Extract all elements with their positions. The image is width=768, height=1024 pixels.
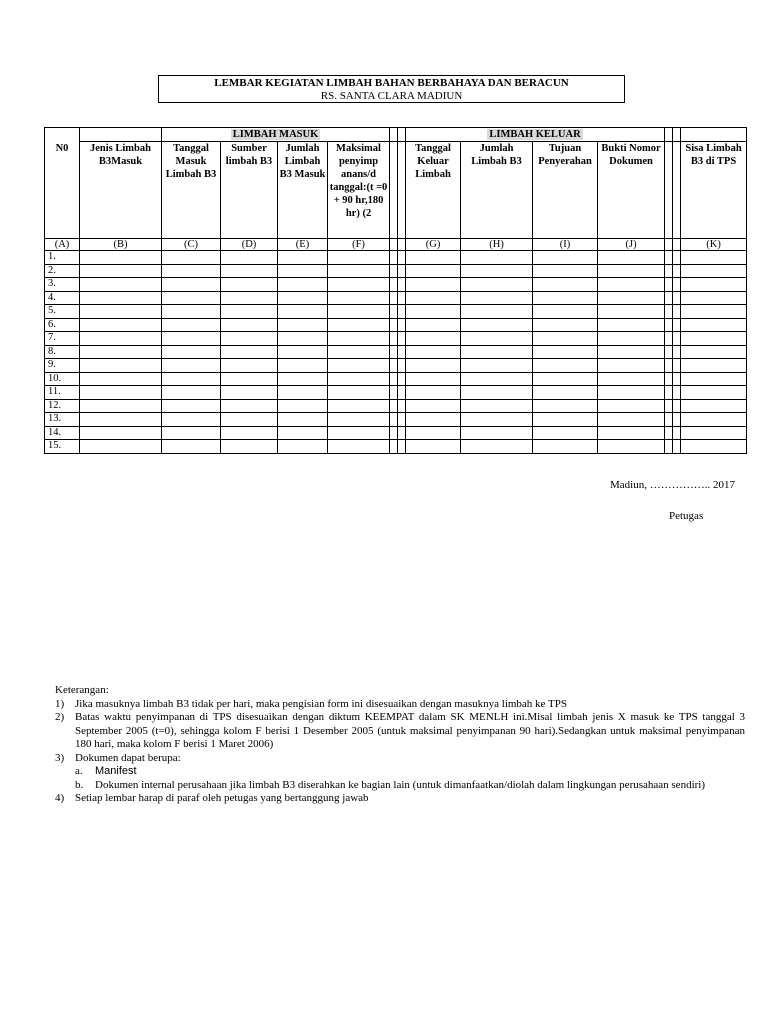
table-cell <box>80 264 162 278</box>
waste-log-table <box>44 127 747 454</box>
group-header-row <box>45 128 747 142</box>
table-cell <box>221 426 278 440</box>
table-cell <box>681 318 747 332</box>
table-cell <box>533 251 598 265</box>
table-cell <box>461 413 533 427</box>
table-cell <box>278 278 328 292</box>
table-cell <box>533 440 598 454</box>
table-cell <box>328 264 390 278</box>
table-row <box>45 413 747 427</box>
table-cell <box>390 318 398 332</box>
table-cell <box>598 413 665 427</box>
table-cell <box>328 278 390 292</box>
table-cell <box>406 426 461 440</box>
table-cell <box>398 264 406 278</box>
table-cell <box>398 386 406 400</box>
signature-place-date: Madiun, …………….. 2017 <box>610 479 735 491</box>
row-number: 13. <box>45 413 80 427</box>
table-cell <box>461 372 533 386</box>
table-cell <box>665 264 673 278</box>
table-cell <box>398 413 406 427</box>
table-cell <box>278 399 328 413</box>
table-cell <box>461 386 533 400</box>
table-cell <box>533 386 598 400</box>
table-cell <box>406 318 461 332</box>
table-cell <box>221 372 278 386</box>
table-cell <box>681 386 747 400</box>
table-cell <box>398 332 406 346</box>
table-cell <box>390 332 398 346</box>
table-cell <box>681 399 747 413</box>
table-cell <box>533 291 598 305</box>
table-cell <box>681 345 747 359</box>
table-cell <box>221 345 278 359</box>
table-cell <box>221 399 278 413</box>
notes-section <box>55 684 745 806</box>
row-number: 10. <box>45 372 80 386</box>
table-cell <box>398 305 406 319</box>
header-bukti-dokumen: Bukti Nomor Dokumen <box>598 142 665 239</box>
table-cell <box>162 399 221 413</box>
table-cell <box>221 264 278 278</box>
table-cell <box>80 413 162 427</box>
table-cell <box>162 305 221 319</box>
table-row <box>45 372 747 386</box>
row-number: 2. <box>45 264 80 278</box>
table-cell <box>598 332 665 346</box>
table-cell <box>598 318 665 332</box>
table-cell <box>673 413 681 427</box>
table-cell <box>221 318 278 332</box>
table-cell <box>390 264 398 278</box>
table-cell <box>533 359 598 373</box>
table-cell <box>80 440 162 454</box>
table-cell <box>390 305 398 319</box>
table-cell <box>533 332 598 346</box>
header-tanggal-keluar: Tanggal Keluar Limbah <box>406 142 461 239</box>
signature-role: Petugas <box>669 510 704 522</box>
table-cell <box>681 359 747 373</box>
table-cell <box>461 426 533 440</box>
letter-h: (H) <box>461 239 533 251</box>
table-cell <box>221 278 278 292</box>
table-row <box>45 399 747 413</box>
table-cell <box>598 426 665 440</box>
table-cell <box>278 264 328 278</box>
table-cell <box>162 359 221 373</box>
note-item: 2) Batas waktu penyimpanan di TPS disesuaikan dengan diktum KEEMPAT dalam SK MENLH ini.Misal limbah jenis X masuk ke TPS tanggal 3 September 2005 (t=0), sehingga kolom F berisi 1 Desember 2005 (untuk maksimal penyimpanan 90 hari).Sedangkan untuk maksimal penyimpanan 180 hari, maka kolom F berisi 1 Maret 2006) <box>55 711 745 750</box>
table-cell <box>406 291 461 305</box>
table-row <box>45 264 747 278</box>
table-cell <box>461 251 533 265</box>
table-cell <box>665 305 673 319</box>
table-row <box>45 359 747 373</box>
table-cell <box>673 278 681 292</box>
table-cell <box>390 278 398 292</box>
table-cell <box>162 318 221 332</box>
table-cell <box>681 426 747 440</box>
table-cell <box>80 372 162 386</box>
row-number: 4. <box>45 291 80 305</box>
header-sumber-limbah: Sumber limbah B3 <box>221 142 278 239</box>
letter-d: (D) <box>221 239 278 251</box>
table-cell <box>673 291 681 305</box>
table-cell <box>221 332 278 346</box>
table-cell <box>278 440 328 454</box>
letter-f: (F) <box>328 239 390 251</box>
table-cell <box>80 305 162 319</box>
table-cell <box>406 264 461 278</box>
header-tujuan-penyerahan: Tujuan Penyerahan <box>533 142 598 239</box>
document-subtitle: RS. SANTA CLARA MADIUN <box>320 90 463 102</box>
table-cell <box>278 345 328 359</box>
table-cell <box>681 305 747 319</box>
letter-k: (K) <box>681 239 747 251</box>
table-cell <box>328 440 390 454</box>
table-cell <box>533 264 598 278</box>
table-cell <box>278 291 328 305</box>
table-cell <box>390 251 398 265</box>
table-row <box>45 251 747 265</box>
row-number: 15. <box>45 440 80 454</box>
table-cell <box>533 345 598 359</box>
table-cell <box>221 359 278 373</box>
table-cell <box>533 413 598 427</box>
column-letter-row <box>45 239 747 251</box>
table-cell <box>221 440 278 454</box>
table-cell <box>461 440 533 454</box>
header-no: N0 <box>45 128 80 239</box>
table-cell <box>665 278 673 292</box>
table-cell <box>406 372 461 386</box>
table-cell <box>681 291 747 305</box>
table-cell <box>681 372 747 386</box>
table-cell <box>390 413 398 427</box>
table-row <box>45 318 747 332</box>
table-cell <box>162 264 221 278</box>
table-cell <box>681 332 747 346</box>
table-row <box>45 291 747 305</box>
table-cell <box>665 359 673 373</box>
table-cell <box>673 345 681 359</box>
table-cell <box>665 372 673 386</box>
table-cell <box>390 386 398 400</box>
table-cell <box>390 291 398 305</box>
table-cell <box>162 278 221 292</box>
table-cell <box>598 386 665 400</box>
table-cell <box>328 372 390 386</box>
note-subitem: b. Dokumen internal perusahaan jika limbah B3 diserahkan ke bagian lain (untuk dimanfaatkan/diolah dalam lingkungan perusahaan sendiri) <box>75 778 706 791</box>
letter-a: (A) <box>45 239 80 251</box>
table-cell <box>278 413 328 427</box>
document-title: LEMBAR KEGIATAN LIMBAH BAHAN BERBAHAYA DAN BERACUN <box>214 77 569 89</box>
row-number: 5. <box>45 305 80 319</box>
table-cell <box>398 278 406 292</box>
table-cell <box>221 251 278 265</box>
table-cell <box>533 372 598 386</box>
table-cell <box>461 332 533 346</box>
table-cell <box>398 318 406 332</box>
letter-i: (I) <box>533 239 598 251</box>
table-cell <box>328 399 390 413</box>
table-cell <box>221 305 278 319</box>
table-cell <box>598 251 665 265</box>
header-jenis-limbah: Jenis Limbah B3Masuk <box>80 142 162 239</box>
table-cell <box>598 291 665 305</box>
table-cell <box>533 318 598 332</box>
table-row <box>45 386 747 400</box>
table-cell <box>221 386 278 400</box>
table-cell <box>328 251 390 265</box>
table-cell <box>665 386 673 400</box>
table-cell <box>162 440 221 454</box>
table-cell <box>681 264 747 278</box>
table-cell <box>406 386 461 400</box>
table-cell <box>681 251 747 265</box>
note-subitem: a. Manifest <box>75 765 137 777</box>
table-cell <box>328 426 390 440</box>
table-cell <box>673 251 681 265</box>
table-cell <box>406 345 461 359</box>
table-row <box>45 345 747 359</box>
table-cell <box>673 399 681 413</box>
row-number: 9. <box>45 359 80 373</box>
table-cell <box>673 359 681 373</box>
table-cell <box>533 426 598 440</box>
table-cell <box>406 440 461 454</box>
table-cell <box>328 305 390 319</box>
letter-b: (B) <box>80 239 162 251</box>
table-cell <box>673 386 681 400</box>
table-cell <box>221 413 278 427</box>
table-cell <box>673 426 681 440</box>
row-number: 1. <box>45 251 80 265</box>
table-cell <box>673 440 681 454</box>
letter-g: (G) <box>406 239 461 251</box>
group-limbah-masuk: LIMBAH MASUK <box>162 128 390 142</box>
table-cell <box>328 318 390 332</box>
table-cell <box>80 332 162 346</box>
table-cell <box>398 291 406 305</box>
table-row <box>45 440 747 454</box>
table-cell <box>390 440 398 454</box>
header-sisa-limbah: Sisa Limbah B3 di TPS <box>681 142 747 239</box>
table-cell <box>398 251 406 265</box>
note-item: 4) Setiap lembar harap di paraf oleh petugas yang bertanggung jawab <box>55 792 369 804</box>
table-cell <box>398 440 406 454</box>
table-cell <box>598 264 665 278</box>
table-cell <box>461 278 533 292</box>
table-cell <box>80 426 162 440</box>
table-cell <box>221 291 278 305</box>
table-cell <box>681 278 747 292</box>
table-cell <box>278 386 328 400</box>
table-row <box>45 426 747 440</box>
table-cell <box>598 440 665 454</box>
letter-e: (E) <box>278 239 328 251</box>
table-cell <box>673 264 681 278</box>
table-cell <box>406 413 461 427</box>
table-cell <box>406 305 461 319</box>
table-cell <box>665 399 673 413</box>
table-cell <box>328 345 390 359</box>
table-cell <box>390 399 398 413</box>
table-cell <box>461 399 533 413</box>
column-header-row <box>45 142 747 239</box>
table-cell <box>665 426 673 440</box>
table-cell <box>162 345 221 359</box>
table-cell <box>665 440 673 454</box>
table-cell <box>328 413 390 427</box>
table-cell <box>406 278 461 292</box>
table-cell <box>665 291 673 305</box>
table-cell <box>390 372 398 386</box>
document-title-box <box>158 75 625 103</box>
table-cell <box>665 332 673 346</box>
table-cell <box>80 359 162 373</box>
table-cell <box>665 413 673 427</box>
header-jumlah-limbah: Jumlah Limbah B3 <box>461 142 533 239</box>
table-cell <box>80 251 162 265</box>
table-cell <box>328 291 390 305</box>
table-cell <box>162 413 221 427</box>
group-limbah-keluar: LIMBAH KELUAR <box>406 128 665 142</box>
table-cell <box>673 332 681 346</box>
table-cell <box>673 318 681 332</box>
notes-heading: Keterangan: <box>55 684 109 696</box>
table-cell <box>80 399 162 413</box>
table-cell <box>328 359 390 373</box>
table-cell <box>398 359 406 373</box>
table-cell <box>278 318 328 332</box>
table-cell <box>80 386 162 400</box>
letter-c: (C) <box>162 239 221 251</box>
table-cell <box>533 278 598 292</box>
table-row <box>45 278 747 292</box>
table-cell <box>390 426 398 440</box>
table-cell <box>406 399 461 413</box>
row-number: 3. <box>45 278 80 292</box>
table-cell <box>398 399 406 413</box>
table-cell <box>80 345 162 359</box>
table-cell <box>461 305 533 319</box>
table-cell <box>461 264 533 278</box>
table-cell <box>278 305 328 319</box>
table-cell <box>390 359 398 373</box>
row-number: 11. <box>45 386 80 400</box>
table-cell <box>598 305 665 319</box>
row-number: 7. <box>45 332 80 346</box>
table-cell <box>598 399 665 413</box>
table-cell <box>598 372 665 386</box>
table-cell <box>533 399 598 413</box>
note-item: 3) Dokumen dapat berupa: <box>55 751 181 764</box>
table-cell <box>598 278 665 292</box>
table-cell <box>673 305 681 319</box>
row-number: 12. <box>45 399 80 413</box>
table-cell <box>673 372 681 386</box>
note-item: 1) Jika masuknya limbah B3 tidak per hari, maka pengisian form ini disesuaikan dengan masuknya limbah ke TPS <box>55 697 567 710</box>
table-cell <box>461 359 533 373</box>
table-cell <box>278 359 328 373</box>
table-cell <box>398 345 406 359</box>
table-cell <box>162 332 221 346</box>
header-jumlah-masuk: Jumlah Limbah B3 Masuk <box>278 142 328 239</box>
table-cell <box>162 251 221 265</box>
table-cell <box>681 413 747 427</box>
table-cell <box>80 278 162 292</box>
table-cell <box>398 372 406 386</box>
table-cell <box>328 386 390 400</box>
table-cell <box>461 345 533 359</box>
table-cell <box>461 291 533 305</box>
header-maksimal-penyimpanan: Maksimal penyimp anans/d tanggal:(t =0 + 90 hr,180 hr) (2 <box>328 142 390 239</box>
table-cell <box>162 386 221 400</box>
table-cell <box>533 305 598 319</box>
table-cell <box>598 345 665 359</box>
table-row <box>45 332 747 346</box>
header-tanggal-masuk: Tanggal Masuk Limbah B3 <box>162 142 221 239</box>
table-body <box>45 251 747 454</box>
table-cell <box>80 291 162 305</box>
table-cell <box>278 426 328 440</box>
table-row <box>45 305 747 319</box>
table-cell <box>406 359 461 373</box>
table-cell <box>162 291 221 305</box>
row-number: 14. <box>45 426 80 440</box>
table-cell <box>80 318 162 332</box>
row-number: 6. <box>45 318 80 332</box>
table-cell <box>665 251 673 265</box>
table-cell <box>278 372 328 386</box>
table-cell <box>162 372 221 386</box>
table-cell <box>278 332 328 346</box>
table-cell <box>278 251 328 265</box>
table-cell <box>328 332 390 346</box>
table-cell <box>681 440 747 454</box>
table-cell <box>665 345 673 359</box>
letter-j: (J) <box>598 239 665 251</box>
table-cell <box>390 345 398 359</box>
table-cell <box>406 251 461 265</box>
table-cell <box>406 332 461 346</box>
table-cell <box>461 318 533 332</box>
table-cell <box>665 318 673 332</box>
row-number: 8. <box>45 345 80 359</box>
table-cell <box>162 426 221 440</box>
table-cell <box>598 359 665 373</box>
table-cell <box>398 426 406 440</box>
